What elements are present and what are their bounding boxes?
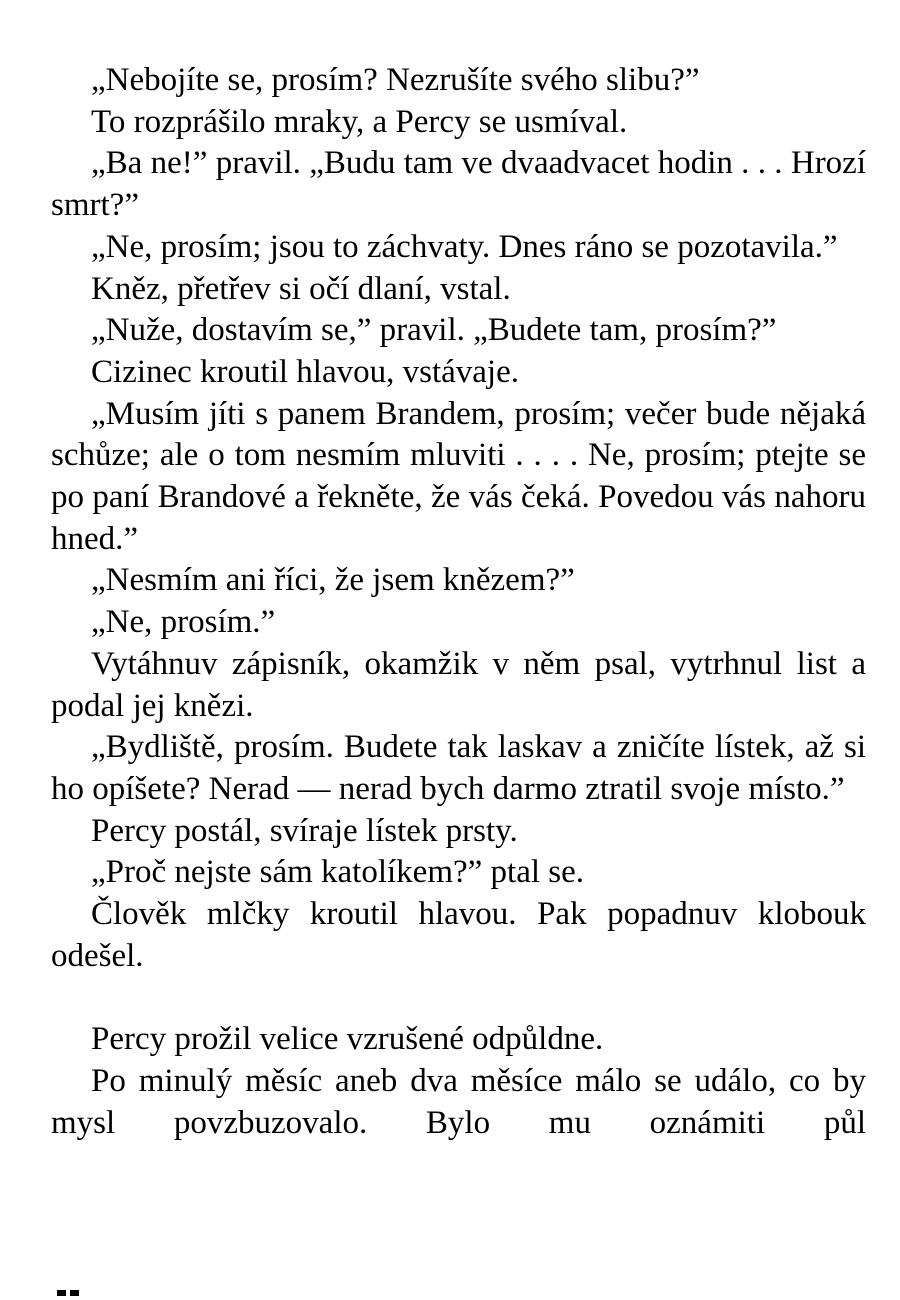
paragraph: „Nesmím ani říci, že jsem knězem?” [91, 562, 575, 599]
paragraph: Vytáhnuv zápisník, okamžik v něm psal, vytrhnul list a podal jej knězi. [51, 645, 866, 724]
paragraph: „Ne, prosím.” [91, 604, 276, 641]
paragraph: Kněz, přetřev si očí dlaní, vstal. [91, 270, 511, 307]
text-column [51, 60, 866, 1144]
paragraph: „Ne, prosím; jsou to záchvaty. Dnes ráno se pozotavila.” [91, 228, 838, 265]
paragraph: To rozprášilo mraky, a Percy se usmíval. [91, 103, 628, 140]
paragraph-continued: Po minulý měsíc aneb dva měsíce málo se událo, co by mysl povzbuzovalo. Bylo mu oznámiti půl [51, 1062, 866, 1141]
paragraph: Percy prožil velice vzrušené odpůldne. [91, 1021, 604, 1058]
paragraph: Člověk mlčky kroutil hlavou. Pak popadnuv klobouk odešel. [51, 896, 866, 974]
paragraph: „Nuže, dostavím se,” pravil. „Budete tam, prosím?” [91, 312, 777, 349]
section-break [51, 977, 866, 1019]
paragraph: „Proč nejste sám katolíkem?” ptal se. [91, 854, 585, 891]
page-number-cropped [55, 1290, 85, 1296]
paragraph: Percy postál, svíraje lístek prsty. [91, 812, 518, 849]
paragraph: „Bydliště, prosím. Budete tak laskav a zničíte lístek, až si ho opíšete? Nerad — nerad bych darmo ztratil svoje místo.” [51, 729, 866, 807]
paragraph: „Musím jíti s panem Brandem, prosím; večer bude nějaká schůze; ale o tom nesmím mluviti . . . . Ne, prosím; ptejte se po paní Brandové a řekněte, že vás čeká. Povedou vás nahoru hned.” [51, 395, 866, 557]
paragraph: „Ba ne!” pravil. „Budu tam ve dvaadvacet hodin . . . Hrozí smrt?” [51, 145, 866, 224]
paragraph: „Nebojíte se, prosím? Nezrušíte svého slibu?” [91, 62, 700, 98]
paragraph: Cizinec kroutil hlavou, vstávaje. [91, 353, 519, 390]
